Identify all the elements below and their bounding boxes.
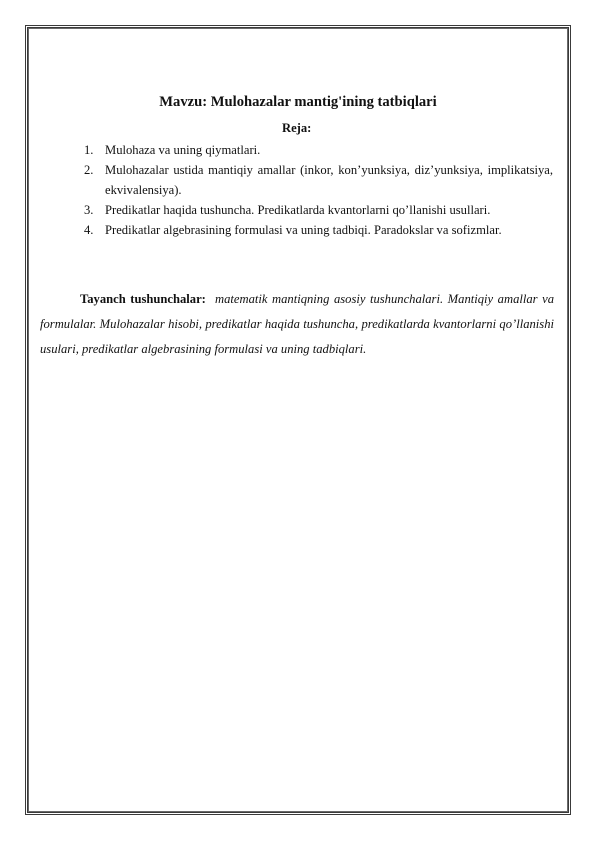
key-concepts-paragraph	[40, 287, 554, 362]
key-concepts-label: Tayanch tushunchalar:	[80, 292, 206, 306]
plan-item-text: Mulohazalar ustida mantiqiy amallar (inkor, kon’yunksiya, diz’yunksiya, implikatsiya, ekvivalensiya).	[105, 163, 553, 197]
plan-item-text: Predikatlar haqida tushuncha. Predikatlarda kvantorlarni qo’llanishi usullari.	[105, 203, 491, 217]
plan-item-text: Predikatlar algebrasining formulasi va uning tadbiqi. Paradokslar va sofizmlar.	[105, 223, 502, 237]
plan-item-number: 2.	[84, 163, 94, 177]
plan-item	[84, 160, 553, 200]
plan-item	[84, 140, 553, 160]
plan-item-number: 3.	[84, 203, 94, 217]
plan-item	[84, 220, 553, 240]
plan-list	[84, 140, 553, 240]
plan-item-number: 4.	[84, 223, 94, 237]
plan-item	[84, 200, 553, 220]
plan-heading: Reja:	[282, 121, 312, 135]
key-concepts-text: matematik mantiqning asosiy tushunchalari. Mantiqiy amallar va formulalar. Mulohazalar hisobi, predikatlar haqida tushuncha, predikatlarda kvantorlarni qo’llanishi usulari, predikatlar algebrasining formulasi va uning tadbiqlari.	[40, 292, 555, 356]
plan-item-number: 1.	[84, 143, 94, 157]
document-title: Mavzu: Mulohazalar mantig'ining tatbiqlari	[159, 94, 437, 110]
plan-item-text: Mulohaza va uning qiymatlari.	[105, 143, 261, 157]
